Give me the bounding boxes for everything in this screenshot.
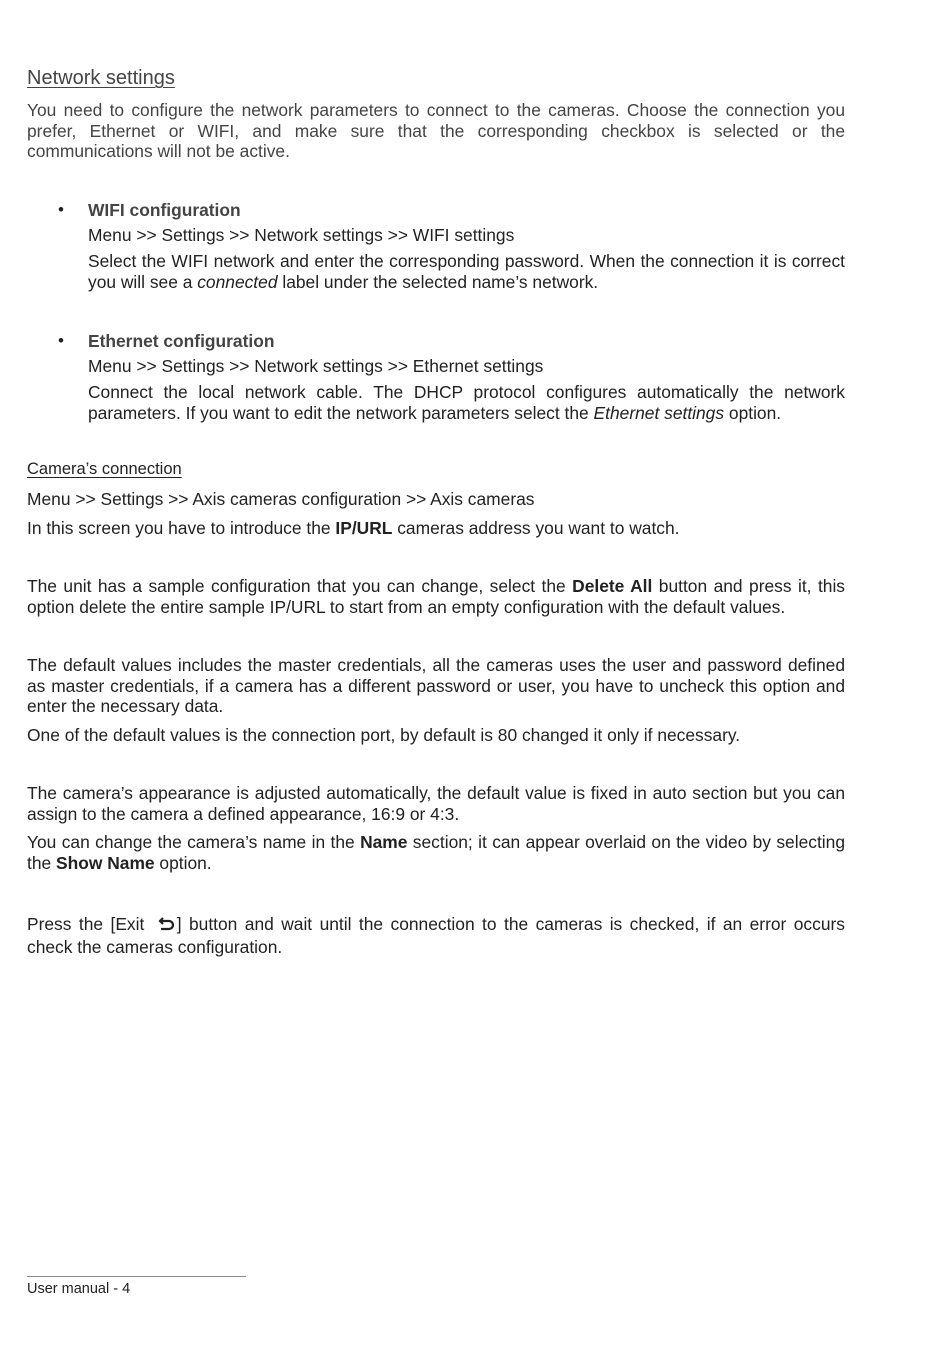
sample-text-after: button and press it, this option delete the entire sample IP/URL to start from an empty configuration with the default values. [27,576,846,617]
wifi-menu-path: Menu >> Settings >> Network settings >> WIFI settings [88,225,515,245]
camera-menu-path: Menu >> Settings >> Axis cameras configuration >> Axis cameras [27,489,535,509]
sample-text-bold: Delete All [572,576,653,596]
wifi-bullet: • [58,200,64,219]
sample-config-paragraph [27,576,845,617]
camera-intro-after: cameras address you want to watch. [392,518,680,538]
camera-intro-before: In this screen you have to introduce the [27,518,336,538]
exit-text-before: Press the [Exit [27,914,152,934]
name-text-after: option. [154,852,212,873]
ethernet-text-after: option. [724,402,782,423]
ethernet-bullet: • [58,331,64,350]
network-intro: You need to configure the network parameters to connect to the cameras. Choose the connection you prefer, Ethernet or WIFI, and make sure that the corresponding checkbox is selected or the communications will not be active. [27,100,845,161]
wifi-text-before: Select the WIFI network and enter the corresponding password. When the connection it is correct you will see a [88,251,845,292]
return-arrow-icon [158,915,176,937]
camera-intro [27,518,845,539]
camera-intro-bold: IP/URL [335,518,393,538]
ethernet-menu-path: Menu >> Settings >> Network settings >> Ethernet settings [88,356,544,376]
footer-rule [27,1276,246,1277]
exit-text-after: ] button and wait until the connection to the cameras is checked, if an error occurs check the cameras configuration. [27,914,845,957]
appearance-paragraph: The camera’s appearance is adjusted automatically, the default value is fixed in auto section but you can assign to the camera a defined appearance, 16:9 or 4:3. [27,783,845,824]
camera-name-paragraph [27,832,845,873]
name-text-bold: Name [360,832,408,852]
ethernet-text-italic: Ethernet settings [593,402,725,423]
name-text-bold2: Show Name [56,852,155,873]
ethernet-text-before: Connect the local network cable. The DHCP protocol configures automatically the network parameters. If you want to edit the network parameters select the [88,382,845,423]
wifi-heading: WIFI configuration [88,200,241,220]
footer-page-label: User manual - 4 [27,1281,131,1297]
ethernet-heading: Ethernet configuration [88,331,275,351]
wifi-description [88,251,845,292]
sample-text-before: The unit has a sample configuration that you can change, select the [27,576,573,596]
wifi-text-italic: connected [197,271,278,292]
wifi-text-after: label under the selected name’s network. [277,271,599,292]
name-text-middle: section; it can appear overlaid on the video by selecting the [27,832,845,873]
network-settings-title: Network settings [27,67,175,89]
exit-paragraph [27,914,845,957]
connection-port-paragraph: One of the default values is the connection port, by default is 80 changed it only if necessary. [27,725,741,745]
name-text-before: You can change the camera’s name in the [27,832,361,852]
camera-connection-title: Camera’s connection [27,460,182,478]
ethernet-description [88,382,845,423]
default-values-paragraph: The default values includes the master credentials, all the cameras uses the user and password defined as master credentials, if a camera has a different password or user, you have to uncheck this option and enter the necessary data. [27,655,845,716]
